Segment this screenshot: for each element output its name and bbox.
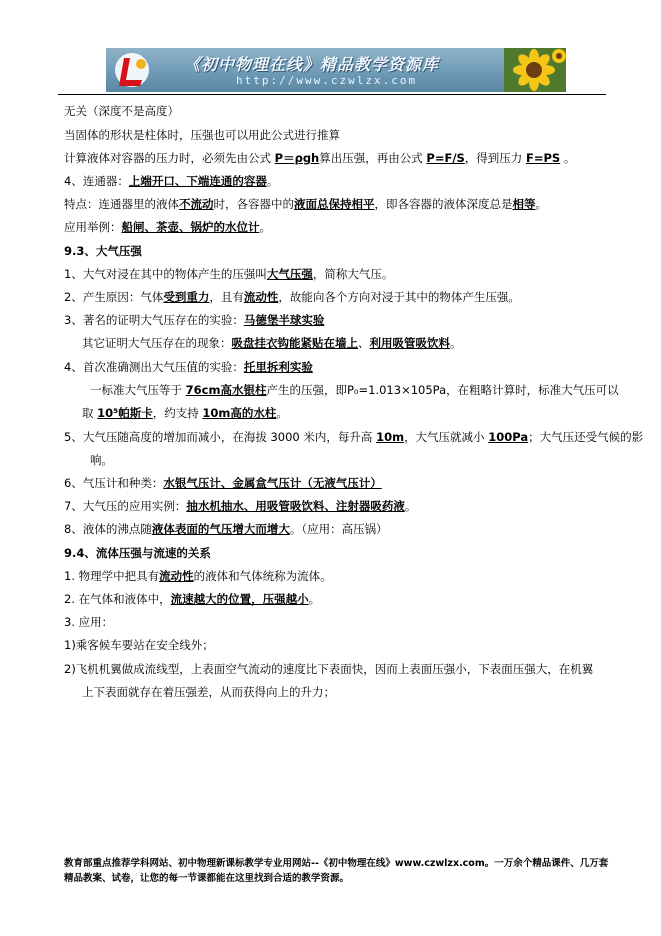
- site-title: 《初中物理在线》精品教学资源库: [184, 55, 440, 74]
- section-heading-9-3: 9.3、大气压强: [64, 244, 142, 258]
- header-rule: [58, 94, 606, 95]
- sunflower-icon: [504, 48, 566, 92]
- text-line: 3、著名的证明大气压存在的实验：马德堡半球实验: [64, 313, 325, 327]
- text-line: 2、产生原因：气体受到重力，且有流动性，故能向各个方向对浸于其中的物体产生压强。: [64, 290, 520, 304]
- text-line: 当固体的形状是柱体时，压强也可以用此公式进行推算: [64, 128, 340, 142]
- text-line: 计算液体对容器的压力时，必须先由公式 P＝ρgh算出压强，再由公式 P=F/S，得到压力 F=PS 。: [64, 151, 576, 165]
- text-line: 上下表面就存在着压强差，从而获得向上的升力；: [82, 685, 335, 699]
- text-line: 3. 应用：: [64, 615, 114, 629]
- text-line: 5、大气压随高度的增加而减小，在海拔 3000 米内，每升高 10m，大气压就减小 100Pa；大气压还受气候的影: [64, 430, 644, 444]
- text-line: 4、首次准确测出大气压值的实验：托里拆利实验: [64, 360, 313, 374]
- text-line: 特点：连通器里的液体不流动时，各容器中的液面总保持相平，即各容器的液体深度总是相等。: [64, 197, 547, 211]
- text-line: 1)乘客候车要站在安全线外；: [64, 638, 214, 652]
- text-line: 2)飞机机翼做成流线型，上表面空气流动的速度比下表面快，因而上表面压强小，下表面压强大，在机翼: [64, 662, 594, 676]
- text-line: 应用举例：船闸、茶壶、锅炉的水位计。: [64, 220, 271, 234]
- text-line: 1、大气对浸在其中的物体产生的压强叫大气压强，简称大气压。: [64, 267, 394, 281]
- text-line: 其它证明大气压存在的现象：吸盘挂衣钩能紧贴在墙上、利用吸管吸饮料。: [82, 336, 462, 350]
- text-line: 6、气压计和种类：水银气压计、金属盒气压计（无液气压计）: [64, 476, 382, 490]
- text-line: 响。: [90, 453, 113, 467]
- text-line: 4、连通器：上端开口、下端连通的容器。: [64, 174, 279, 188]
- text-line: 一标准大气压等于 76cm高水银柱产生的压强，即P₀=1.013×105Pa，在粗略计算时，标准大气压可以: [90, 383, 619, 397]
- header-banner: [106, 48, 566, 92]
- text-line: 取 10⁵帕斯卡，约支持 10m高的水柱。: [82, 406, 288, 420]
- text-line: 无关（深度不是高度）: [64, 104, 179, 118]
- footer-note: 教育部重点推荐学科网站、初中物理新课标教学专业用网站--《初中物理在线》www.czwlzx.com。一万余个精品课件、几万套精品教案、试卷，让您的每一节课都能在这里找到合适的教学资源。: [64, 858, 609, 884]
- text-line: 7、大气压的应用实例：抽水机抽水、用吸管吸饮料、注射器吸药液。: [64, 499, 417, 513]
- site-url: http://www.czwlzx.com: [236, 74, 418, 87]
- text-line: 8、液体的沸点随液体表面的气压增大而增大。（应用：高压锅）: [64, 522, 388, 536]
- text-line: 2. 在气体和液体中，流速越大的位置，压强越小。: [64, 592, 321, 606]
- text-line: 1. 物理学中把具有流动性的液体和气体统称为流体。: [64, 569, 332, 583]
- section-heading-9-4: 9.4、流体压强与流速的关系: [64, 546, 211, 560]
- site-logo-icon: [110, 50, 156, 90]
